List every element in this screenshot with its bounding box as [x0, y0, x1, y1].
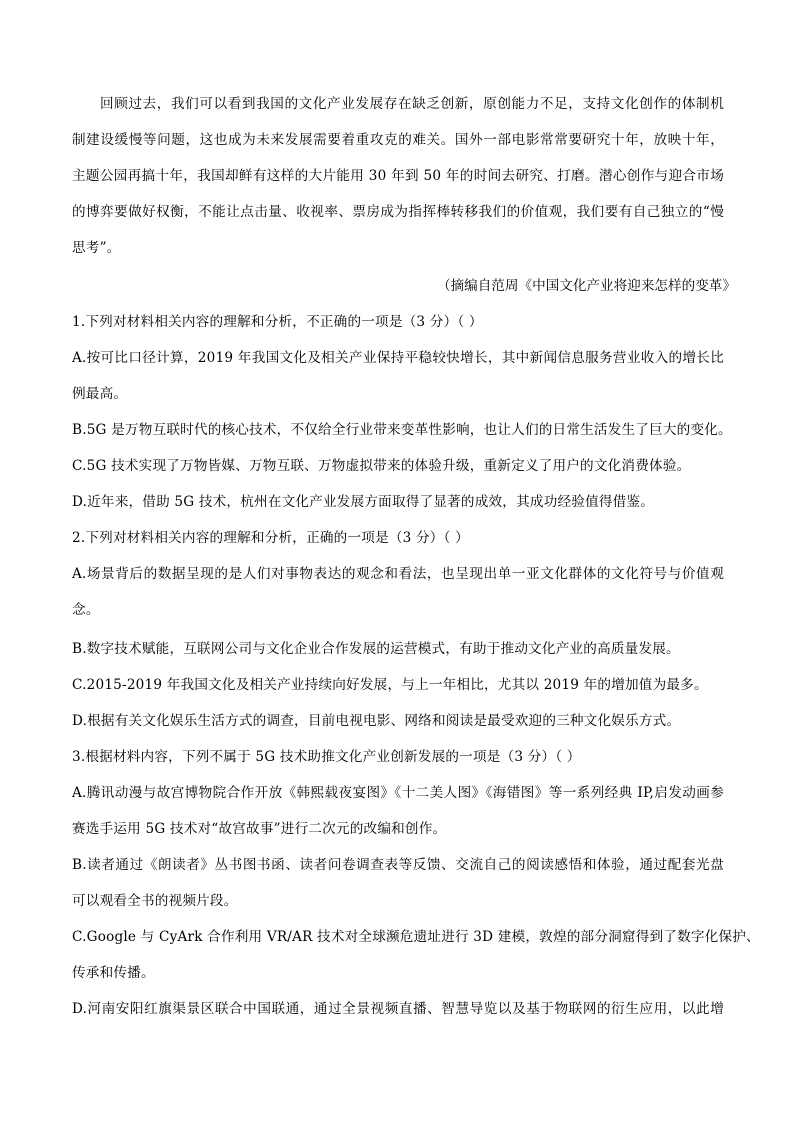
question-2-option-c: C.2015-2019 年我国文化及相关产业持续向好发展，与上一年相比，尤其以 2019 年的增加值为最多。	[72, 677, 708, 693]
question-2-option-d: D.根据有关文化娱乐生活方式的调查，目前电视电影、网络和阅读是最受欢迎的三种文化娱乐方式。	[72, 713, 681, 729]
question-2-stem: 2.下列对材料相关内容的理解和分析，正确的一项是（3 分）（ ）	[72, 530, 469, 546]
passage-line-2: 制建设缓慢等问题，这也成为未来发展需要着重攻克的难关。国外一部电影常常要研究十年，放映十年，	[72, 132, 724, 148]
source-citation: （摘编自范周《中国文化产业将迎来怎样的变革》	[436, 278, 736, 294]
question-1-option-d: D.近年来，借助 5G 技术，杭州在文化产业发展方面取得了显著的成效，其成功经验值得借鉴。	[72, 494, 655, 510]
question-3-option-a: A.腾讯动漫与故宫博物院合作开放《韩熙载夜宴图》《十二美人图》《海错图》等一系列经典 IP,启发动画参	[72, 785, 724, 801]
question-2-option-b: B.数字技术赋能，互联网公司与文化企业合作发展的运营模式，有助于推动文化产业的高质量发展。	[72, 641, 680, 657]
question-3-option-c-cont: 传承和传播。	[72, 965, 155, 981]
question-1-option-b: B.5G 是万物互联时代的核心技术，不仅给全行业带来变革性影响，也让人们的日常生活发生了巨大的变化。	[72, 422, 732, 438]
question-1-stem: 1.下列对材料相关内容的理解和分析，不正确的一项是（3 分）（ ）	[72, 314, 483, 330]
question-1-option-a-cont: 例最高。	[72, 386, 128, 402]
question-1-option-c: C.5G 技术实现了万物皆媒、万物互联、万物虚拟带来的体验升级，重新定义了用户的文化消费体验。	[72, 458, 691, 474]
question-2-option-a-cont: 念。	[72, 602, 100, 618]
question-3-option-b-cont: 可以观看全书的视频片段。	[72, 893, 238, 909]
question-3-option-c: C.Google 与 CyArk 合作利用 VR/AR 技术对全球濒危遗址进行 3D 建模，敦煌的部分洞窟得到了数字化保护、	[72, 929, 760, 945]
passage-line-4: 的博弈要做好权衡，不能让点击量、收视率、票房成为指挥棒转移我们的价值观，我们要有自己独立的“慢	[72, 204, 724, 220]
question-3-option-d: D.河南安阳红旗渠景区联合中国联通，通过全景视频直播、智慧导览以及基于物联网的衍生应用，以此增	[72, 1001, 724, 1017]
passage-line-5: 思考”。	[72, 240, 121, 256]
question-3-stem: 3.根据材料内容，下列不属于 5G 技术助推文化产业创新发展的一项是（3 分）（ ）	[72, 749, 581, 765]
question-2-option-a: A.场景背后的数据呈现的是人们对事物表达的观念和看法，也呈现出单一亚文化群体的文化符号与价值观	[72, 566, 724, 582]
passage-line-3: 主题公园再搞十年，我国却鲜有这样的大片能用 30 年到 50 年的时间去研究、打磨。潜心创作与迎合市场	[72, 168, 724, 184]
question-1-option-a: A.按可比口径计算，2019 年我国文化及相关产业保持平稳较快增长，其中新闻信息服务营业收入的增长比	[72, 350, 724, 366]
question-3-option-b: B.读者通过《朗读者》丛书图书函、读者问卷调查表等反馈、交流自己的阅读感悟和体验，通过配套光盘	[72, 857, 724, 873]
passage-line-1: 回顾过去，我们可以看到我国的文化产业发展存在缺乏创新，原创能力不足，支持文化创作的体制机	[100, 96, 724, 112]
question-3-option-a-cont: 赛选手运用 5G 技术对“故宫故事”进行二次元的改编和创作。	[72, 821, 447, 837]
